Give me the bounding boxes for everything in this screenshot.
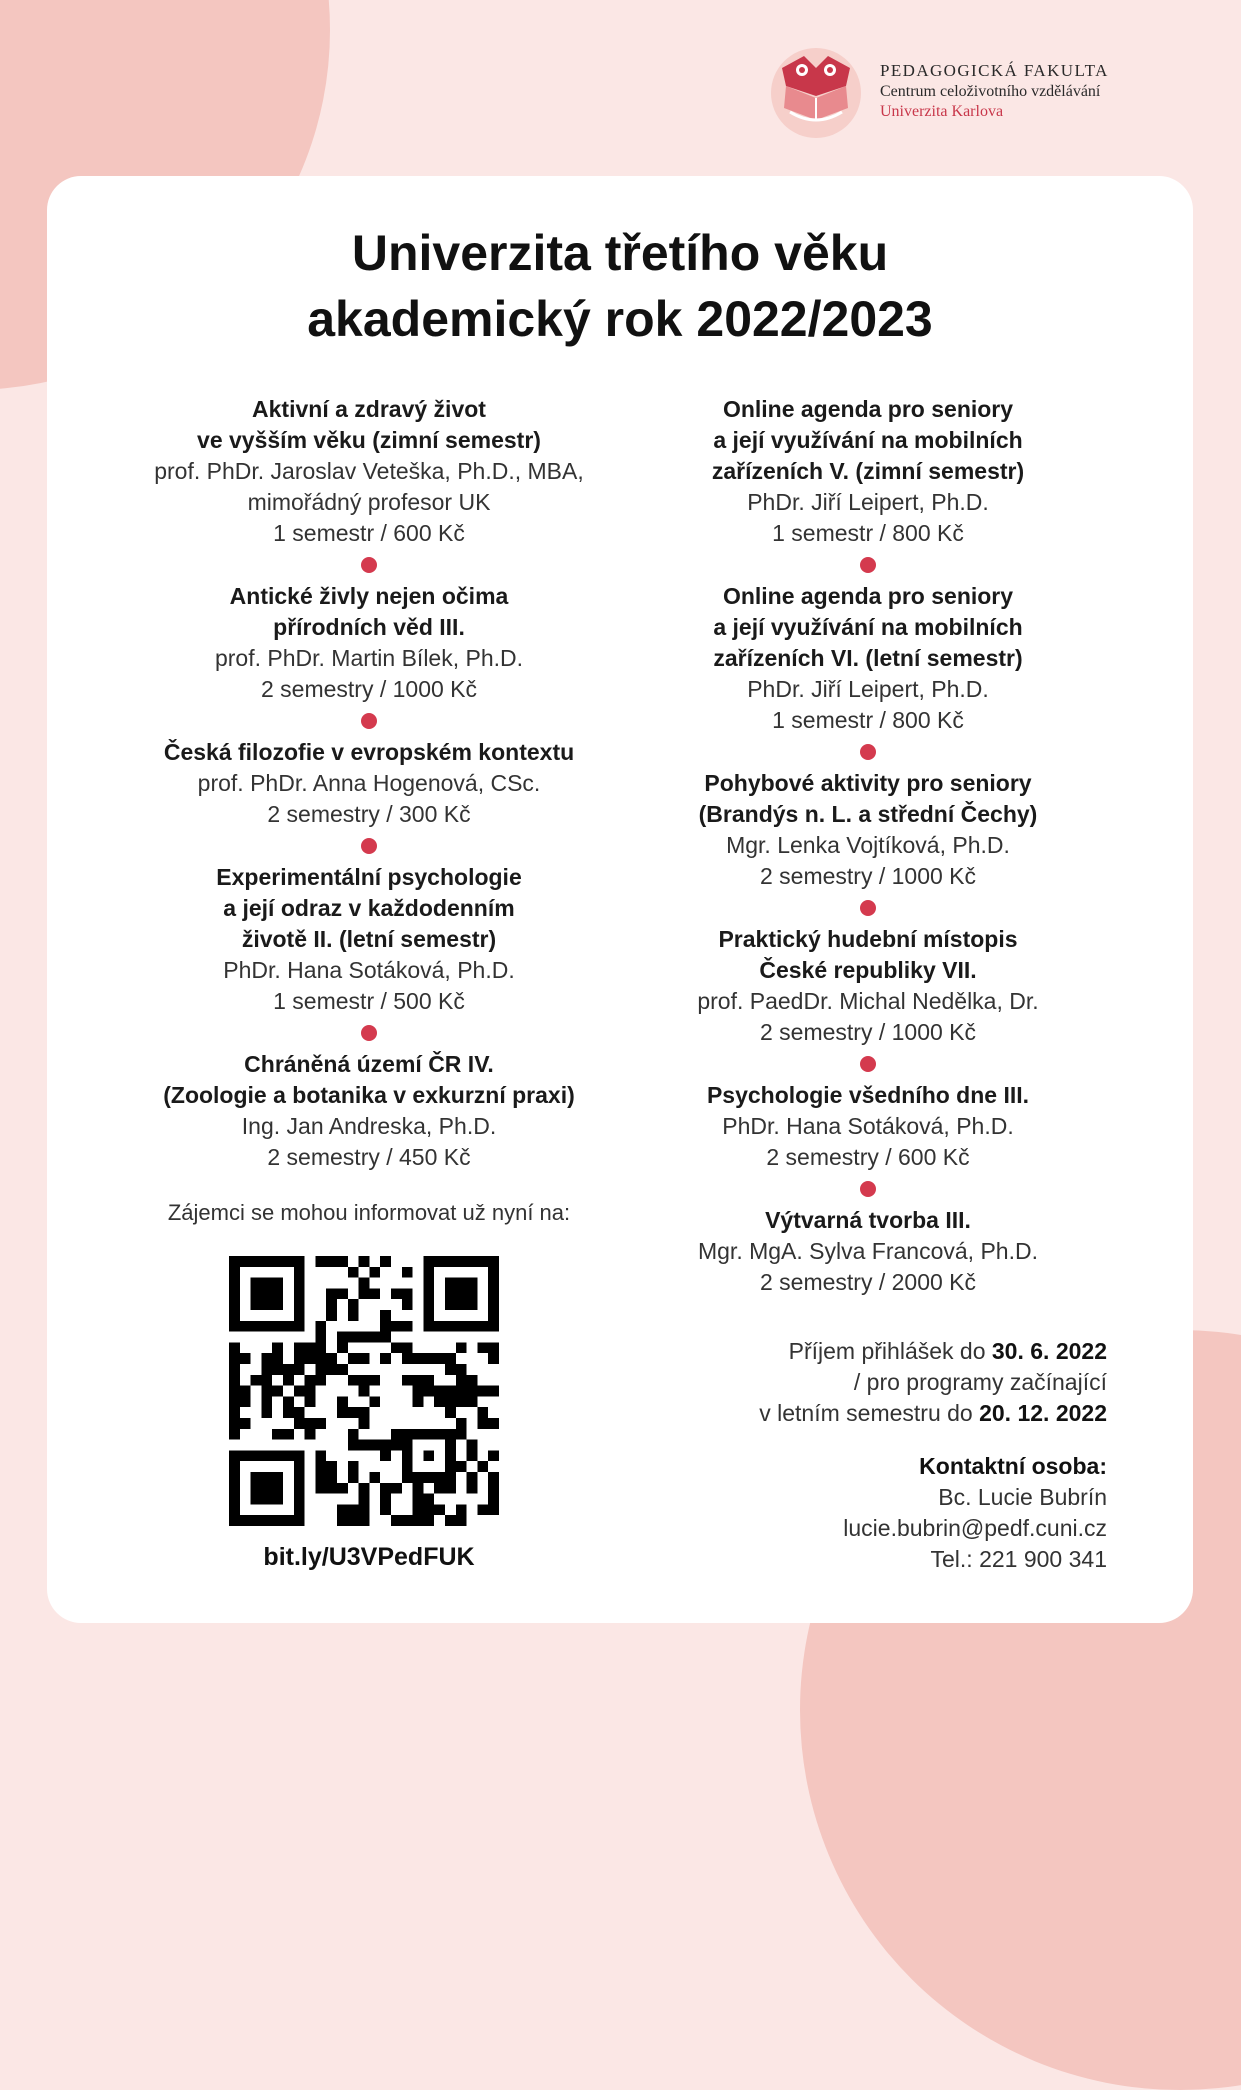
course-price: 2 semestry / 1000 Kč (759, 863, 977, 889)
deadline-prefix-3: v letním semestru do (759, 1400, 980, 1426)
course-title: životě II. (letní semestr) (241, 926, 497, 952)
separator-dot (860, 900, 876, 916)
course-title: Pohybové aktivity pro seniory (704, 770, 1032, 796)
page-title-line-2: akademický rok 2022/2023 (307, 291, 933, 347)
course-title: přírodních věd III. (273, 614, 465, 640)
course-lecturer: PhDr. Jiří Leipert, Ph.D. (747, 489, 989, 515)
course-item (623, 768, 1113, 892)
course-lecturer: PhDr. Jiří Leipert, Ph.D. (747, 676, 989, 702)
course-title: zařízeních V. (zimní semestr) (711, 458, 1025, 484)
course-title: a její odraz v každodenním (223, 895, 515, 921)
course-title: Antické živly nejen očima (229, 583, 509, 609)
separator-dot (361, 1025, 377, 1041)
course-item (623, 1205, 1113, 1298)
page-title-line-1: Univerzita třetího věku (351, 225, 889, 281)
course-title: Experimentální psychologie (216, 864, 522, 890)
course-title: České republiky VII. (759, 957, 977, 983)
owl-book-logo-icon (768, 46, 864, 140)
course-price: 1 semestr / 500 Kč (273, 988, 465, 1014)
course-item (124, 737, 614, 830)
course-lecturer: prof. PaedDr. Michal Nedělka, Dr. (697, 988, 1039, 1014)
logo-university-name: Univerzita Karlova (880, 103, 1004, 120)
contact-heading: Kontaktní osoba: (919, 1453, 1107, 1479)
info-text: Zájemci se mohou informovat už nyní na: (167, 1200, 571, 1225)
course-title: Aktivní a zdravý život (252, 396, 486, 422)
course-title: Online agenda pro seniory (722, 583, 1014, 609)
course-price: 2 semestry / 600 Kč (766, 1144, 970, 1170)
course-title: Psychologie všedního dne III. (706, 1082, 1030, 1108)
course-title: Česká filozofie v evropském kontextu (163, 739, 575, 765)
course-lecturer: Mgr. MgA. Sylva Francová, Ph.D. (697, 1238, 1038, 1264)
course-price: 1 semestr / 600 Kč (273, 520, 465, 546)
course-title: zařízeních VI. (letní semestr) (713, 645, 1023, 671)
contact-email[interactable]: lucie.bubrin@pedf.cuni.cz (843, 1515, 1107, 1541)
separator-dot (361, 713, 377, 729)
course-lecturer: Ing. Jan Andreska, Ph.D. (241, 1113, 497, 1139)
course-list-right (623, 394, 1113, 1298)
course-price: 2 semestry / 1000 Kč (260, 676, 478, 702)
course-item (623, 394, 1113, 549)
course-price: 2 semestry / 450 Kč (267, 1144, 471, 1170)
course-lecturer: prof. PhDr. Anna Hogenová, CSc. (197, 770, 541, 796)
course-price: 2 semestry / 1000 Kč (759, 1019, 977, 1045)
course-title: (Brandýs n. L. a střední Čechy) (698, 801, 1038, 827)
course-title: a její využívání na mobilních (713, 614, 1023, 640)
contact-name: Bc. Lucie Bubrín (938, 1484, 1107, 1510)
qr-code-icon[interactable] (229, 1256, 499, 1526)
short-link[interactable]: bit.ly/U3VPedFUK (263, 1543, 475, 1571)
logo-faculty-name: PEDAGOGICKÁ FAKULTA (880, 61, 1109, 80)
separator-dot (860, 744, 876, 760)
separator-dot (860, 1056, 876, 1072)
separator-dot (361, 557, 377, 573)
course-price: 2 semestry / 300 Kč (267, 801, 471, 827)
contact-phone[interactable]: Tel.: 221 900 341 (930, 1546, 1107, 1572)
course-item (623, 924, 1113, 1048)
course-price: 1 semestr / 800 Kč (772, 707, 964, 733)
course-item (623, 581, 1113, 736)
deadline-date-1: 30. 6. 2022 (991, 1338, 1107, 1364)
course-price: 1 semestr / 800 Kč (772, 520, 964, 546)
course-title: ve vyšším věku (zimní semestr) (197, 427, 541, 453)
course-list-left (124, 394, 614, 1173)
deadline-date-2: 20. 12. 2022 (979, 1400, 1107, 1426)
course-title: a její využívání na mobilních (713, 427, 1023, 453)
content-card (47, 176, 1193, 1623)
course-item (124, 581, 614, 705)
separator-dot (860, 557, 876, 573)
deadline-line-2: / pro programy začínající (853, 1369, 1107, 1395)
deadline-prefix-1: Příjem přihlášek do (788, 1338, 992, 1364)
separator-dot (361, 838, 377, 854)
course-item (124, 1049, 614, 1173)
contact-block (587, 1451, 1107, 1575)
course-lecturer: mimořádný profesor UK (247, 489, 491, 515)
course-title: Online agenda pro seniory (722, 396, 1014, 422)
course-title: (Zoologie a botanika v exkurzní praxi) (163, 1082, 575, 1108)
application-deadline (587, 1336, 1107, 1429)
logo-center-name: Centrum celoživotního vzdělávání (880, 83, 1101, 100)
course-lecturer: Mgr. Lenka Vojtíková, Ph.D. (726, 832, 1010, 858)
course-lecturer: PhDr. Hana Sotáková, Ph.D. (722, 1113, 1014, 1139)
course-lecturer: PhDr. Hana Sotáková, Ph.D. (223, 957, 515, 983)
course-title: Chráněná území ČR IV. (244, 1051, 494, 1077)
course-title: Výtvarná tvorba III. (765, 1207, 971, 1233)
course-item (124, 862, 614, 1017)
separator-dot (860, 1181, 876, 1197)
course-lecturer: prof. PhDr. Martin Bílek, Ph.D. (214, 645, 524, 671)
course-item (623, 1080, 1113, 1173)
course-item (124, 394, 614, 549)
faculty-logo (768, 46, 1188, 140)
course-price: 2 semestry / 2000 Kč (759, 1269, 977, 1295)
course-title: Praktický hudební místopis (718, 926, 1018, 952)
course-lecturer: prof. PhDr. Jaroslav Veteška, Ph.D., MBA, (154, 458, 584, 484)
